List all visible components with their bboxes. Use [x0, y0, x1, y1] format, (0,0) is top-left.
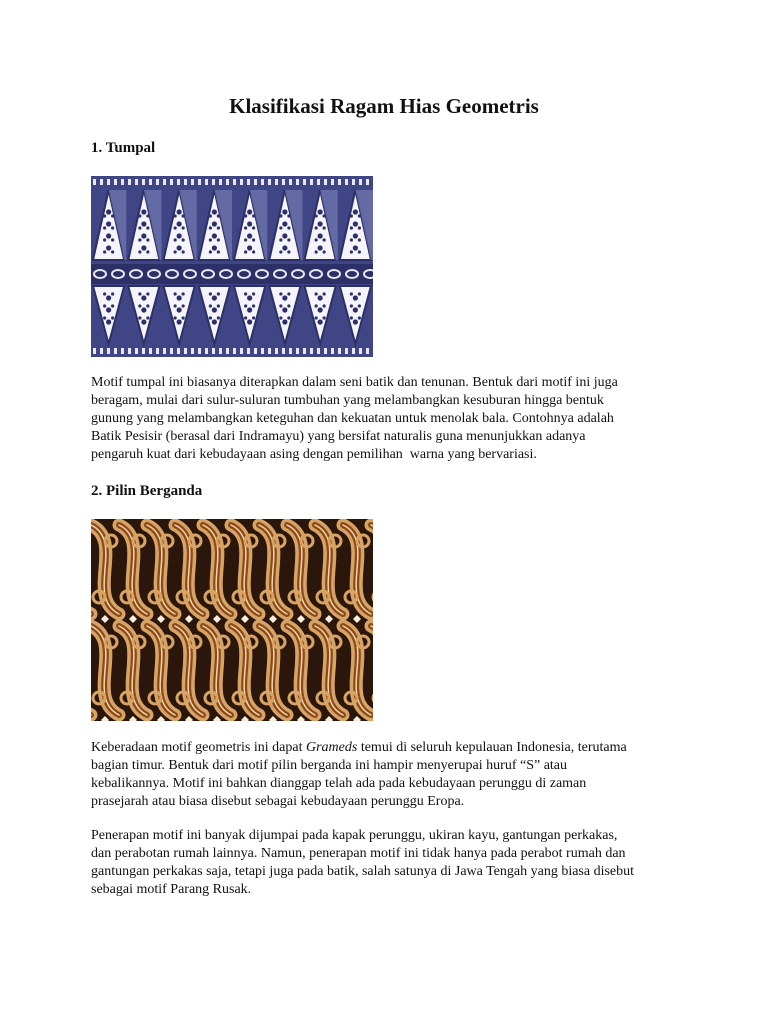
text-line: Penerapan motif ini banyak dijumpai pada kapak perunggu, ukiran kayu, gantungan perkakas,: [91, 828, 618, 843]
italic-text: Grameds: [305, 740, 358, 755]
pilin-berganda-batik-image: [91, 519, 373, 721]
tumpal-batik-image: [91, 176, 373, 357]
text-line: prasejarah atau biasa disebut sebagai kebudayaan perunggu Eropa.: [91, 794, 465, 809]
text-segment: temui di seluruh kepulauan Indonesia, terutama: [357, 740, 627, 755]
paragraph-pilin-1: [91, 739, 711, 811]
text-line: [91, 739, 711, 757]
paragraph-tumpal: [91, 374, 711, 464]
text-line: sebagai motif Parang Rusak.: [91, 882, 252, 897]
text-line: kebalikannya. Motif ini bahkan dianggap telah ada pada kebudayaan perunggu di zaman: [91, 776, 587, 791]
section-heading-tumpal: 1. Tumpal: [91, 140, 156, 156]
text-line: gantungan perkakas saja, tetapi juga pada batik, salah satunya di Jawa Tengah yang biasa disebut: [91, 864, 635, 879]
paragraph-pilin-2: [91, 827, 711, 899]
text-line: pengaruh kuat dari kebudayaan asing dengan pemilihan warna yang bervariasi.: [91, 447, 537, 462]
text-line: Batik Pesisir (berasal dari Indramayu) yang bersifat naturalis guna menunjukkan adanya: [91, 429, 586, 444]
text-line: beragam, mulai dari sulur-suluran tumbuhan yang melambangkan kesuburan hingga bentuk: [91, 393, 604, 408]
text-line: dan perabotan rumah lainnya. Namun, penerapan motif ini tidak hanya pada perabot rumah dan: [91, 846, 626, 861]
text-segment: Keberadaan motif geometris ini dapat: [91, 740, 306, 755]
text-line: gunung yang melambangkan keteguhan dan kekuatan untuk menolak bala. Contohnya adalah: [91, 411, 614, 426]
text-line: Motif tumpal ini biasanya diterapkan dalam seni batik dan tenunan. Bentuk dari motif ini juga: [91, 375, 618, 390]
text-line: bagian timur. Bentuk dari motif pilin berganda ini hampir menyerupai huruf “S” atau: [91, 758, 568, 773]
section-heading-pilin-berganda: 2. Pilin Berganda: [91, 483, 203, 499]
page-title: Klasifikasi Ragam Hias Geometris: [229, 94, 539, 118]
